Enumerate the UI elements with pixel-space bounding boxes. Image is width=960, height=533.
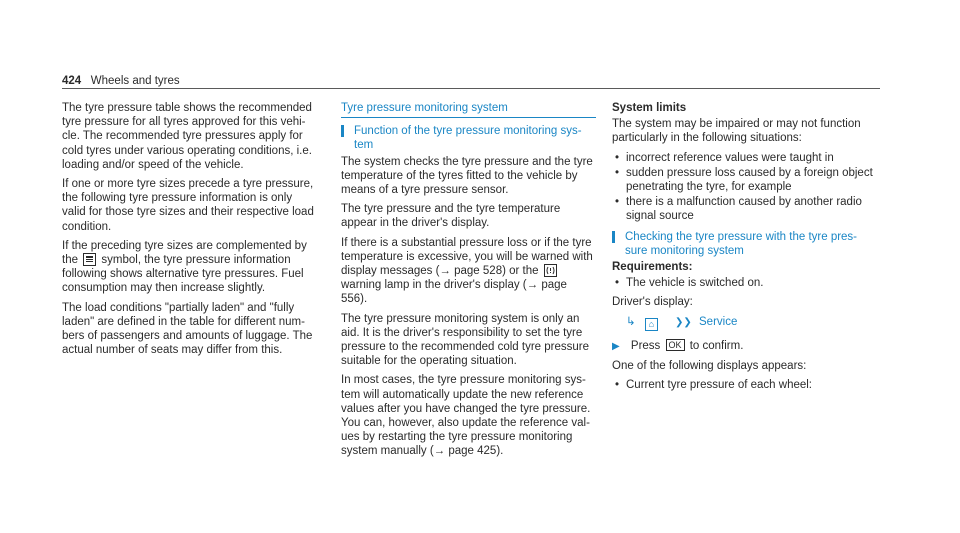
paragraph: One of the following displays appears:	[612, 359, 807, 372]
page-number: 424	[62, 75, 82, 87]
chapter-title: Wheels and tyres	[90, 75, 180, 87]
section-title: Tyre pressure monitoring system	[341, 101, 596, 118]
paragraph: The system may be impaired or may not function particularly in the following situations:	[612, 118, 861, 145]
tyre-warning-icon	[544, 264, 557, 277]
limits-list	[612, 151, 880, 224]
paragraph: The tyre pressure monitoring system is only an aid. It is the driver's responsibility to set the tyre pressure to the recommended cold tyre pressure suitable for the operating situation.	[341, 312, 590, 368]
requirements-label: Requirements:	[612, 261, 693, 274]
load-table-icon	[83, 253, 96, 266]
paragraph	[62, 239, 317, 296]
paragraph: If one or more tyre sizes precede a tyre pressure, the following tyre pressure information is only valid for those tyre sizes and their respective load condition.	[62, 178, 314, 233]
home-icon: ⌂	[645, 318, 658, 331]
paragraph-text: If the preceding tyre sizes are complemented by the	[62, 239, 307, 267]
list-item: • incorrect reference values were taught in	[612, 151, 880, 165]
paragraph	[341, 236, 596, 307]
list-item: • The vehicle is switched on.	[612, 276, 880, 290]
double-chevron-icon: ❯❯	[675, 316, 692, 328]
menu-item-service: Service	[699, 315, 738, 328]
paragraph: The tyre pressure table shows the recommended tyre pressure for all tyres approved for this vehi- cle. The recommended tyre pressures apply for cold tyres under various operating conditions, i.e. loading and/or speed of the vehicle.	[62, 102, 312, 171]
paragraph: In most cases, the tyre pressure monitoring sys- tem will automatically update the new reference values after you have changed the tyre pressure. You can, however, also update the reference val- ues by restarting the tyre pressure monitoring system manually (→ page 425).	[341, 374, 591, 458]
list-item: • sudden pressure loss caused by a foreign object penetrating the tyre, for example	[612, 166, 880, 194]
list-item: • there is a malfunction caused by another radio signal source	[612, 195, 880, 223]
subheading: System limits	[612, 102, 687, 114]
instruction-step	[612, 339, 880, 354]
header-rule	[62, 88, 880, 89]
step-text: to confirm.	[689, 339, 744, 352]
subsection-title: Function of the tyre pressure monitoring sys- tem	[341, 124, 596, 152]
list-item: • Current tyre pressure of each wheel:	[612, 378, 880, 392]
column-left	[62, 101, 317, 362]
page-header	[62, 74, 897, 88]
paragraph: The load conditions "partially laden" and "fully laden" are defined in the table for different num- bers of passengers and amounts of luggage. The actual number of seats may differ from this.	[62, 301, 313, 357]
subsection-title: Checking the tyre pressure with the tyre pres- sure monitoring system	[612, 230, 880, 258]
paragraph: The system checks the tyre pressure and the tyre temperature of the tyres fitted to the vehicle by means of a tyre pressure sensor.	[341, 155, 593, 197]
step-arrow-icon: ▶	[612, 340, 620, 352]
requirements-list	[612, 276, 880, 290]
column-middle	[341, 101, 596, 464]
paragraph-text: If there is a substantial pressure loss or if the tyre temperature is excessive, you will be warned with display messages (→ page 528) or the	[341, 236, 593, 278]
ok-key: OK	[666, 339, 685, 351]
paragraph: Driver's display:	[612, 296, 693, 309]
displays-list	[612, 378, 880, 392]
column-right	[612, 101, 880, 397]
paragraph-text: warning lamp in the driver's display (→ page 556).	[341, 279, 567, 306]
paragraph: The tyre pressure and the tyre temperature appear in the driver's display.	[341, 203, 561, 230]
turn-arrow-icon: ↳	[626, 315, 636, 328]
menu-path	[626, 315, 880, 331]
paragraph-text: symbol, the tyre pressure information following shows alternative tyre pressures. Fuel consumption may then increase slightly.	[62, 254, 304, 295]
step-text: Press	[630, 339, 661, 352]
